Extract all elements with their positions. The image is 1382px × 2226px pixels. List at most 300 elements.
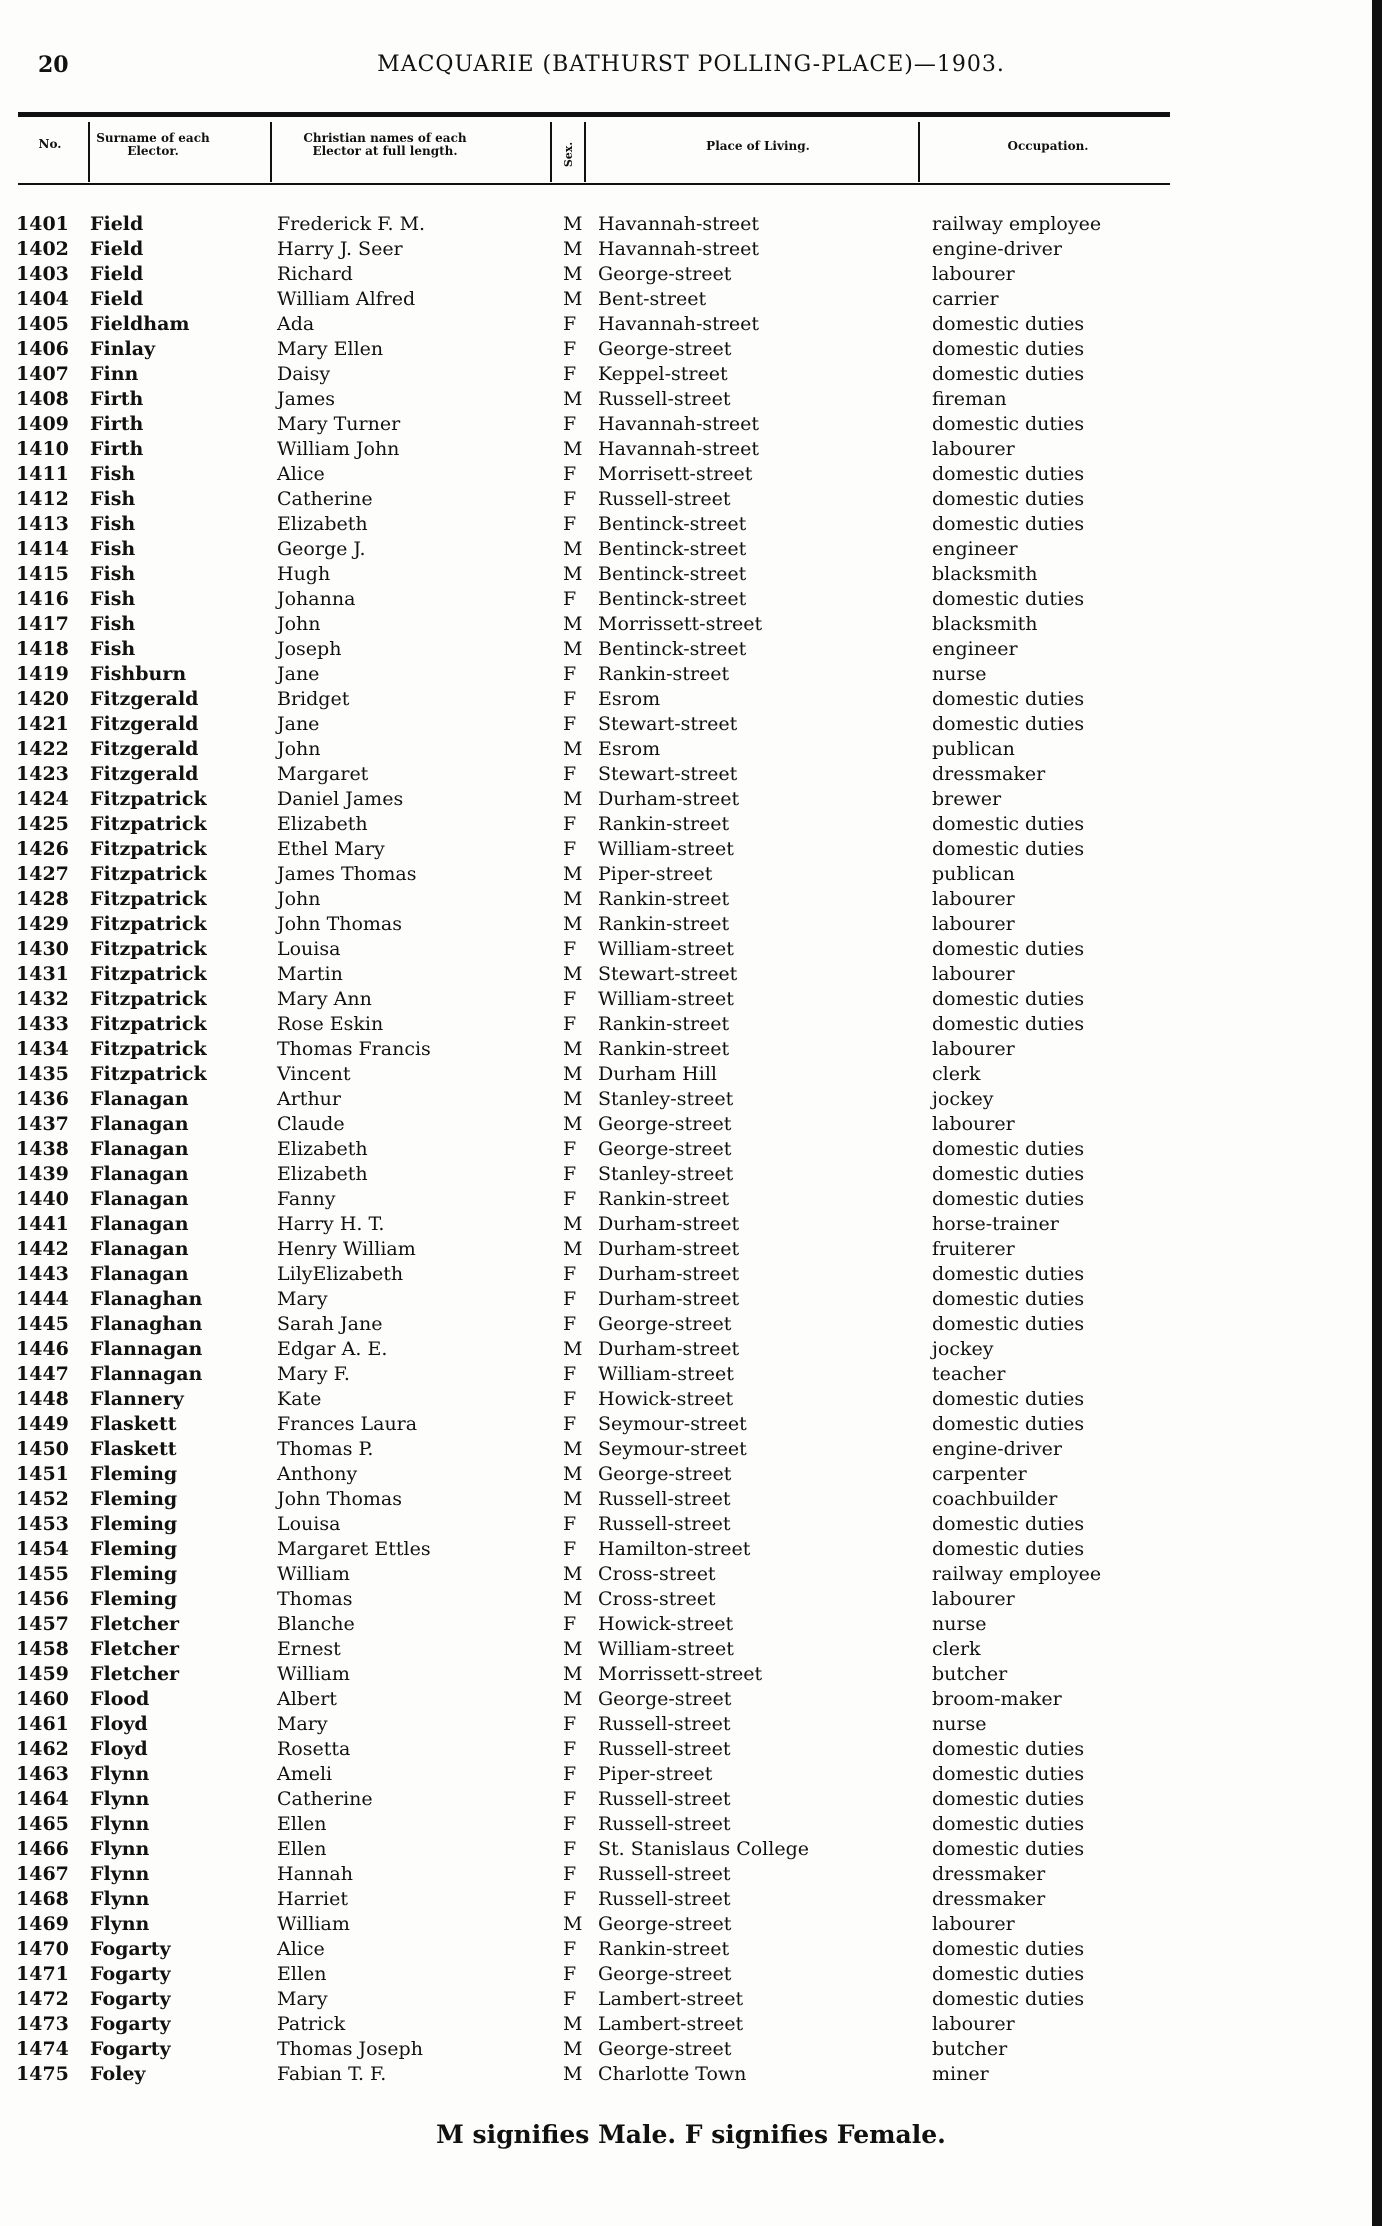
elector-place-of-living: Durham-street bbox=[598, 1263, 740, 1285]
table-row bbox=[0, 412, 1382, 437]
elector-sex: F bbox=[563, 813, 577, 835]
table-row bbox=[0, 1187, 1382, 1212]
elector-surname: Flanaghan bbox=[90, 1288, 203, 1310]
elector-sex: M bbox=[563, 963, 583, 985]
elector-occupation: domestic duties bbox=[932, 1013, 1085, 1035]
elector-christian-names: Kate bbox=[277, 1388, 322, 1410]
elector-place-of-living: Rankin-street bbox=[598, 1938, 730, 1960]
elector-sex: M bbox=[563, 863, 583, 885]
elector-occupation: domestic duties bbox=[932, 1813, 1085, 1835]
elector-christian-names: Fanny bbox=[277, 1188, 336, 1210]
elector-place-of-living: Bent-street bbox=[598, 288, 707, 310]
header-surname: Surname of each Elector. bbox=[96, 131, 210, 158]
elector-number: 1407 bbox=[16, 363, 69, 385]
elector-place-of-living: George-street bbox=[598, 1113, 732, 1135]
elector-place-of-living: Bentinck-street bbox=[598, 588, 747, 610]
elector-christian-names: John bbox=[277, 613, 321, 635]
elector-surname: Flannagan bbox=[90, 1338, 203, 1360]
table-row bbox=[0, 1112, 1382, 1137]
elector-surname: Flanagan bbox=[90, 1263, 189, 1285]
elector-number: 1456 bbox=[16, 1588, 69, 1610]
elector-christian-names: John bbox=[277, 738, 321, 760]
elector-christian-names: Rosetta bbox=[277, 1738, 351, 1760]
elector-christian-names: Ellen bbox=[277, 1813, 327, 1835]
elector-christian-names: Frederick F. M. bbox=[277, 213, 426, 235]
table-row bbox=[0, 2062, 1382, 2087]
column-divider bbox=[270, 122, 272, 182]
elector-occupation: domestic duties bbox=[932, 1988, 1085, 2010]
elector-number: 1402 bbox=[16, 238, 69, 260]
table-row bbox=[0, 787, 1382, 812]
elector-place-of-living: Hamilton-street bbox=[598, 1538, 751, 1560]
elector-number: 1409 bbox=[16, 413, 69, 435]
table-row bbox=[0, 437, 1382, 462]
elector-number: 1462 bbox=[16, 1738, 69, 1760]
elector-place-of-living: Havannah-street bbox=[598, 413, 760, 435]
elector-sex: F bbox=[563, 1013, 577, 1035]
elector-occupation: dressmaker bbox=[932, 1888, 1046, 1910]
elector-surname: Fitzpatrick bbox=[90, 838, 207, 860]
elector-number: 1417 bbox=[16, 613, 69, 635]
elector-occupation: labourer bbox=[932, 438, 1015, 460]
elector-place-of-living: Havannah-street bbox=[598, 438, 760, 460]
elector-sex: F bbox=[563, 1188, 577, 1210]
elector-sex: F bbox=[563, 1838, 577, 1860]
elector-number: 1433 bbox=[16, 1013, 69, 1035]
table-row bbox=[0, 1287, 1382, 1312]
elector-occupation: domestic duties bbox=[932, 1938, 1085, 1960]
elector-christian-names: William bbox=[277, 1563, 350, 1585]
elector-sex: M bbox=[563, 1463, 583, 1485]
elector-place-of-living: Howick-street bbox=[598, 1613, 734, 1635]
column-divider bbox=[88, 122, 90, 182]
elector-number: 1472 bbox=[16, 1988, 69, 2010]
elector-place-of-living: Charlotte Town bbox=[598, 2063, 747, 2085]
elector-sex: F bbox=[563, 313, 577, 335]
elector-occupation: domestic duties bbox=[932, 1388, 1085, 1410]
elector-surname: Fish bbox=[90, 613, 136, 635]
elector-sex: F bbox=[563, 1513, 577, 1535]
elector-occupation: labourer bbox=[932, 888, 1015, 910]
page-edge bbox=[1372, 0, 1382, 2226]
elector-surname: Flaskett bbox=[90, 1413, 177, 1435]
elector-surname: Fish bbox=[90, 638, 136, 660]
elector-sex: F bbox=[563, 713, 577, 735]
elector-occupation: domestic duties bbox=[932, 1138, 1085, 1160]
elector-surname: Finn bbox=[90, 363, 139, 385]
elector-place-of-living: Rankin-street bbox=[598, 1188, 730, 1210]
elector-place-of-living: Morrisett-street bbox=[598, 463, 753, 485]
elector-christian-names: Thomas Joseph bbox=[277, 2038, 423, 2060]
table-row bbox=[0, 1712, 1382, 1737]
elector-place-of-living: William-street bbox=[598, 1363, 734, 1385]
elector-sex: F bbox=[563, 1813, 577, 1835]
elector-place-of-living: George-street bbox=[598, 1688, 732, 1710]
table-row bbox=[0, 337, 1382, 362]
elector-occupation: domestic duties bbox=[932, 838, 1085, 860]
elector-number: 1443 bbox=[16, 1263, 69, 1285]
elector-surname: Fish bbox=[90, 563, 136, 585]
elector-surname: Finlay bbox=[90, 338, 156, 360]
elector-surname: Firth bbox=[90, 413, 144, 435]
elector-sex: F bbox=[563, 1538, 577, 1560]
elector-christian-names: Louisa bbox=[277, 1513, 341, 1535]
elector-christian-names: Thomas bbox=[277, 1588, 353, 1610]
header-bottom-rule bbox=[18, 183, 1170, 185]
elector-occupation: fireman bbox=[932, 388, 1007, 410]
elector-occupation: labourer bbox=[932, 1113, 1015, 1135]
elector-number: 1475 bbox=[16, 2063, 69, 2085]
elector-place-of-living: Havannah-street bbox=[598, 213, 760, 235]
elector-occupation: engineer bbox=[932, 538, 1018, 560]
elector-sex: F bbox=[563, 1888, 577, 1910]
elector-occupation: clerk bbox=[932, 1638, 981, 1660]
elector-place-of-living: Durham-street bbox=[598, 1338, 740, 1360]
elector-christian-names: Hugh bbox=[277, 563, 331, 585]
elector-sex: F bbox=[563, 1388, 577, 1410]
elector-place-of-living: St. Stanislaus College bbox=[598, 1838, 809, 1860]
elector-number: 1438 bbox=[16, 1138, 69, 1160]
elector-christian-names: Ameli bbox=[277, 1763, 333, 1785]
elector-place-of-living: Russell-street bbox=[598, 1863, 731, 1885]
elector-place-of-living: Stanley-street bbox=[598, 1163, 734, 1185]
elector-sex: M bbox=[563, 1588, 583, 1610]
elector-christian-names: Elizabeth bbox=[277, 513, 368, 535]
elector-surname: Firth bbox=[90, 438, 144, 460]
elector-place-of-living: George-street bbox=[598, 1963, 732, 1985]
elector-sex: F bbox=[563, 588, 577, 610]
column-divider bbox=[584, 122, 586, 182]
elector-christian-names: Jane bbox=[277, 663, 320, 685]
elector-number: 1469 bbox=[16, 1913, 69, 1935]
elector-christian-names: Vincent bbox=[277, 1063, 351, 1085]
elector-occupation: domestic duties bbox=[932, 988, 1085, 1010]
elector-sex: M bbox=[563, 738, 583, 760]
elector-occupation: domestic duties bbox=[932, 313, 1085, 335]
table-row bbox=[0, 1487, 1382, 1512]
elector-christian-names: Alice bbox=[277, 1938, 325, 1960]
elector-sex: F bbox=[563, 1788, 577, 1810]
elector-number: 1457 bbox=[16, 1613, 69, 1635]
elector-occupation: domestic duties bbox=[932, 1963, 1085, 1985]
table-row bbox=[0, 912, 1382, 937]
elector-christian-names: Arthur bbox=[277, 1088, 341, 1110]
elector-surname: Fitzgerald bbox=[90, 738, 199, 760]
elector-occupation: railway employee bbox=[932, 1563, 1102, 1585]
table-row bbox=[0, 737, 1382, 762]
elector-sex: M bbox=[563, 2063, 583, 2085]
elector-sex: M bbox=[563, 1913, 583, 1935]
elector-number: 1428 bbox=[16, 888, 69, 910]
elector-occupation: domestic duties bbox=[932, 413, 1085, 435]
sex-legend: M signifies Male. F signifies Female. bbox=[436, 2120, 946, 2149]
elector-christian-names: Patrick bbox=[277, 2013, 346, 2035]
elector-place-of-living: Durham Hill bbox=[598, 1063, 717, 1085]
elector-occupation: labourer bbox=[932, 263, 1015, 285]
elector-surname: Fogarty bbox=[90, 1963, 171, 1985]
elector-number: 1401 bbox=[16, 213, 69, 235]
elector-sex: F bbox=[563, 838, 577, 860]
elector-surname: Flynn bbox=[90, 1838, 150, 1860]
elector-sex: M bbox=[563, 1663, 583, 1685]
elector-christian-names: Martin bbox=[277, 963, 343, 985]
elector-sex: F bbox=[563, 1763, 577, 1785]
elector-sex: F bbox=[563, 413, 577, 435]
elector-surname: Flynn bbox=[90, 1863, 150, 1885]
elector-christian-names: Mary bbox=[277, 1288, 328, 1310]
elector-surname: Flaskett bbox=[90, 1438, 177, 1460]
elector-place-of-living: Morrissett-street bbox=[598, 1663, 763, 1685]
elector-number: 1465 bbox=[16, 1813, 69, 1835]
elector-number: 1447 bbox=[16, 1363, 69, 1385]
table-row bbox=[0, 662, 1382, 687]
elector-place-of-living: Bentinck-street bbox=[598, 638, 747, 660]
elector-occupation: jockey bbox=[932, 1338, 994, 1360]
elector-surname: Fogarty bbox=[90, 2013, 171, 2035]
elector-surname: Fitzpatrick bbox=[90, 988, 207, 1010]
elector-sex: F bbox=[563, 1713, 577, 1735]
elector-sex: M bbox=[563, 1063, 583, 1085]
elector-occupation: dressmaker bbox=[932, 1863, 1046, 1885]
table-row bbox=[0, 1637, 1382, 1662]
elector-number: 1464 bbox=[16, 1788, 69, 1810]
elector-occupation: blacksmith bbox=[932, 613, 1038, 635]
elector-place-of-living: Stewart-street bbox=[598, 713, 738, 735]
table-row bbox=[0, 1537, 1382, 1562]
table-row bbox=[0, 312, 1382, 337]
elector-number: 1463 bbox=[16, 1763, 69, 1785]
elector-number: 1453 bbox=[16, 1513, 69, 1535]
elector-occupation: labourer bbox=[932, 1038, 1015, 1060]
elector-place-of-living: Rankin-street bbox=[598, 913, 730, 935]
column-divider bbox=[550, 122, 552, 182]
table-row bbox=[0, 587, 1382, 612]
elector-sex: M bbox=[563, 538, 583, 560]
elector-number: 1466 bbox=[16, 1838, 69, 1860]
elector-occupation: domestic duties bbox=[932, 688, 1085, 710]
header-sex: Sex. bbox=[562, 141, 576, 168]
elector-surname: Fishburn bbox=[90, 663, 187, 685]
elector-surname: Fleming bbox=[90, 1588, 178, 1610]
elector-sex: M bbox=[563, 1338, 583, 1360]
elector-occupation: carpenter bbox=[932, 1463, 1027, 1485]
elector-place-of-living: George-street bbox=[598, 1313, 732, 1335]
elector-occupation: butcher bbox=[932, 1663, 1008, 1685]
table-row bbox=[0, 1737, 1382, 1762]
elector-occupation: fruiterer bbox=[932, 1238, 1015, 1260]
elector-number: 1414 bbox=[16, 538, 69, 560]
elector-surname: Fitzpatrick bbox=[90, 788, 207, 810]
elector-occupation: coachbuilder bbox=[932, 1488, 1058, 1510]
elector-place-of-living: Russell-street bbox=[598, 488, 731, 510]
elector-sex: F bbox=[563, 1263, 577, 1285]
elector-number: 1468 bbox=[16, 1888, 69, 1910]
table-row bbox=[0, 1412, 1382, 1437]
elector-occupation: labourer bbox=[932, 2013, 1015, 2035]
header-christian: Christian names of each Elector at full length. bbox=[303, 131, 467, 158]
table-row bbox=[0, 387, 1382, 412]
elector-surname: Fletcher bbox=[90, 1663, 180, 1685]
elector-occupation: carrier bbox=[932, 288, 999, 310]
table-row bbox=[0, 612, 1382, 637]
table-row bbox=[0, 1337, 1382, 1362]
elector-sex: M bbox=[563, 438, 583, 460]
elector-sex: F bbox=[563, 988, 577, 1010]
elector-occupation: broom-maker bbox=[932, 1688, 1062, 1710]
elector-place-of-living: Russell-street bbox=[598, 1713, 731, 1735]
table-row bbox=[0, 1762, 1382, 1787]
elector-number: 1455 bbox=[16, 1563, 69, 1585]
elector-place-of-living: Seymour-street bbox=[598, 1413, 747, 1435]
elector-surname: Fitzpatrick bbox=[90, 938, 207, 960]
elector-sex: F bbox=[563, 1313, 577, 1335]
elector-occupation: domestic duties bbox=[932, 938, 1085, 960]
elector-sex: M bbox=[563, 1563, 583, 1585]
elector-christian-names: Anthony bbox=[277, 1463, 358, 1485]
elector-sex: M bbox=[563, 638, 583, 660]
elector-number: 1431 bbox=[16, 963, 69, 985]
elector-number: 1423 bbox=[16, 763, 69, 785]
elector-place-of-living: Bentinck-street bbox=[598, 538, 747, 560]
elector-surname: Flannagan bbox=[90, 1363, 203, 1385]
elector-number: 1429 bbox=[16, 913, 69, 935]
elector-christian-names: Daisy bbox=[277, 363, 331, 385]
elector-surname: Fitzpatrick bbox=[90, 1013, 207, 1035]
elector-surname: Flynn bbox=[90, 1913, 150, 1935]
elector-number: 1418 bbox=[16, 638, 69, 660]
elector-christian-names: William Alfred bbox=[277, 288, 416, 310]
elector-sex: F bbox=[563, 1938, 577, 1960]
elector-surname: Flanagan bbox=[90, 1163, 189, 1185]
elector-sex: F bbox=[563, 688, 577, 710]
elector-christian-names: Frances Laura bbox=[277, 1413, 418, 1435]
elector-christian-names: Louisa bbox=[277, 938, 341, 960]
elector-place-of-living: Rankin-street bbox=[598, 888, 730, 910]
elector-place-of-living: Cross-street bbox=[598, 1563, 716, 1585]
elector-christian-names: Ellen bbox=[277, 1838, 327, 1860]
elector-christian-names: Thomas Francis bbox=[277, 1038, 431, 1060]
elector-number: 1405 bbox=[16, 313, 69, 335]
elector-place-of-living: Cross-street bbox=[598, 1588, 716, 1610]
elector-surname: Fletcher bbox=[90, 1638, 180, 1660]
table-row bbox=[0, 1237, 1382, 1262]
elector-number: 1436 bbox=[16, 1088, 69, 1110]
elector-place-of-living: Havannah-street bbox=[598, 238, 760, 260]
elector-list bbox=[0, 212, 1382, 2087]
table-row bbox=[0, 1962, 1382, 1987]
elector-surname: Flynn bbox=[90, 1888, 150, 1910]
elector-place-of-living: George-street bbox=[598, 263, 732, 285]
elector-sex: F bbox=[563, 363, 577, 385]
elector-sex: F bbox=[563, 1413, 577, 1435]
page-title: MACQUARIE (BATHURST POLLING-PLACE)—1903. bbox=[377, 52, 1005, 77]
elector-occupation: domestic duties bbox=[932, 363, 1085, 385]
elector-christian-names: Hannah bbox=[277, 1863, 353, 1885]
table-row bbox=[0, 762, 1382, 787]
elector-surname: Field bbox=[90, 288, 144, 310]
elector-occupation: clerk bbox=[932, 1063, 981, 1085]
table-row bbox=[0, 1862, 1382, 1887]
elector-christian-names: Margaret bbox=[277, 763, 369, 785]
elector-christian-names: Ellen bbox=[277, 1963, 327, 1985]
elector-number: 1420 bbox=[16, 688, 69, 710]
elector-surname: Fleming bbox=[90, 1513, 178, 1535]
elector-place-of-living: George-street bbox=[598, 1138, 732, 1160]
elector-number: 1441 bbox=[16, 1213, 69, 1235]
table-row bbox=[0, 1087, 1382, 1112]
table-row bbox=[0, 812, 1382, 837]
elector-sex: M bbox=[563, 2013, 583, 2035]
elector-occupation: domestic duties bbox=[932, 1838, 1085, 1860]
elector-number: 1404 bbox=[16, 288, 69, 310]
elector-occupation: domestic duties bbox=[932, 1313, 1085, 1335]
elector-christian-names: Mary Ann bbox=[277, 988, 372, 1010]
elector-number: 1435 bbox=[16, 1063, 69, 1085]
elector-place-of-living: William-street bbox=[598, 838, 734, 860]
elector-surname: Floyd bbox=[90, 1713, 148, 1735]
elector-sex: M bbox=[563, 913, 583, 935]
elector-place-of-living: Durham-street bbox=[598, 1288, 740, 1310]
elector-sex: F bbox=[563, 513, 577, 535]
elector-sex: M bbox=[563, 613, 583, 635]
elector-occupation: domestic duties bbox=[932, 1263, 1085, 1285]
elector-surname: Fieldham bbox=[90, 313, 190, 335]
page-number: 20 bbox=[38, 52, 69, 78]
elector-place-of-living: Esrom bbox=[598, 688, 661, 710]
elector-number: 1450 bbox=[16, 1438, 69, 1460]
elector-number: 1458 bbox=[16, 1638, 69, 1660]
elector-number: 1459 bbox=[16, 1663, 69, 1685]
elector-number: 1449 bbox=[16, 1413, 69, 1435]
elector-sex: M bbox=[563, 1638, 583, 1660]
elector-sex: M bbox=[563, 263, 583, 285]
elector-sex: F bbox=[563, 1988, 577, 2010]
elector-surname: Field bbox=[90, 238, 144, 260]
elector-surname: Foley bbox=[90, 2063, 146, 2085]
elector-occupation: horse-trainer bbox=[932, 1213, 1059, 1235]
elector-surname: Flanagan bbox=[90, 1088, 189, 1110]
elector-place-of-living: Rankin-street bbox=[598, 813, 730, 835]
elector-occupation: labourer bbox=[932, 1588, 1015, 1610]
elector-place-of-living: Rankin-street bbox=[598, 663, 730, 685]
elector-sex: F bbox=[563, 338, 577, 360]
elector-christian-names: John bbox=[277, 888, 321, 910]
elector-sex: M bbox=[563, 238, 583, 260]
elector-christian-names: William John bbox=[277, 438, 400, 460]
elector-christian-names: Fabian T. F. bbox=[277, 2063, 387, 2085]
elector-place-of-living: Keppel-street bbox=[598, 363, 728, 385]
elector-place-of-living: George-street bbox=[598, 2038, 732, 2060]
elector-christian-names: Ada bbox=[277, 313, 315, 335]
elector-sex: F bbox=[563, 1963, 577, 1985]
elector-christian-names: LilyElizabeth bbox=[277, 1263, 404, 1285]
elector-occupation: domestic duties bbox=[932, 713, 1085, 735]
elector-christian-names: Claude bbox=[277, 1113, 345, 1135]
elector-christian-names: Albert bbox=[277, 1688, 337, 1710]
elector-christian-names: Ethel Mary bbox=[277, 838, 385, 860]
elector-christian-names: John Thomas bbox=[277, 1488, 403, 1510]
elector-place-of-living: Stewart-street bbox=[598, 963, 738, 985]
header-place: Place of Living. bbox=[706, 139, 810, 153]
elector-sex: M bbox=[563, 1688, 583, 1710]
elector-sex: F bbox=[563, 1288, 577, 1310]
elector-surname: Flanagan bbox=[90, 1113, 189, 1135]
table-row bbox=[0, 1562, 1382, 1587]
elector-place-of-living: Howick-street bbox=[598, 1388, 734, 1410]
elector-place-of-living: Russell-street bbox=[598, 1738, 731, 1760]
table-row bbox=[0, 1012, 1382, 1037]
table-row bbox=[0, 512, 1382, 537]
